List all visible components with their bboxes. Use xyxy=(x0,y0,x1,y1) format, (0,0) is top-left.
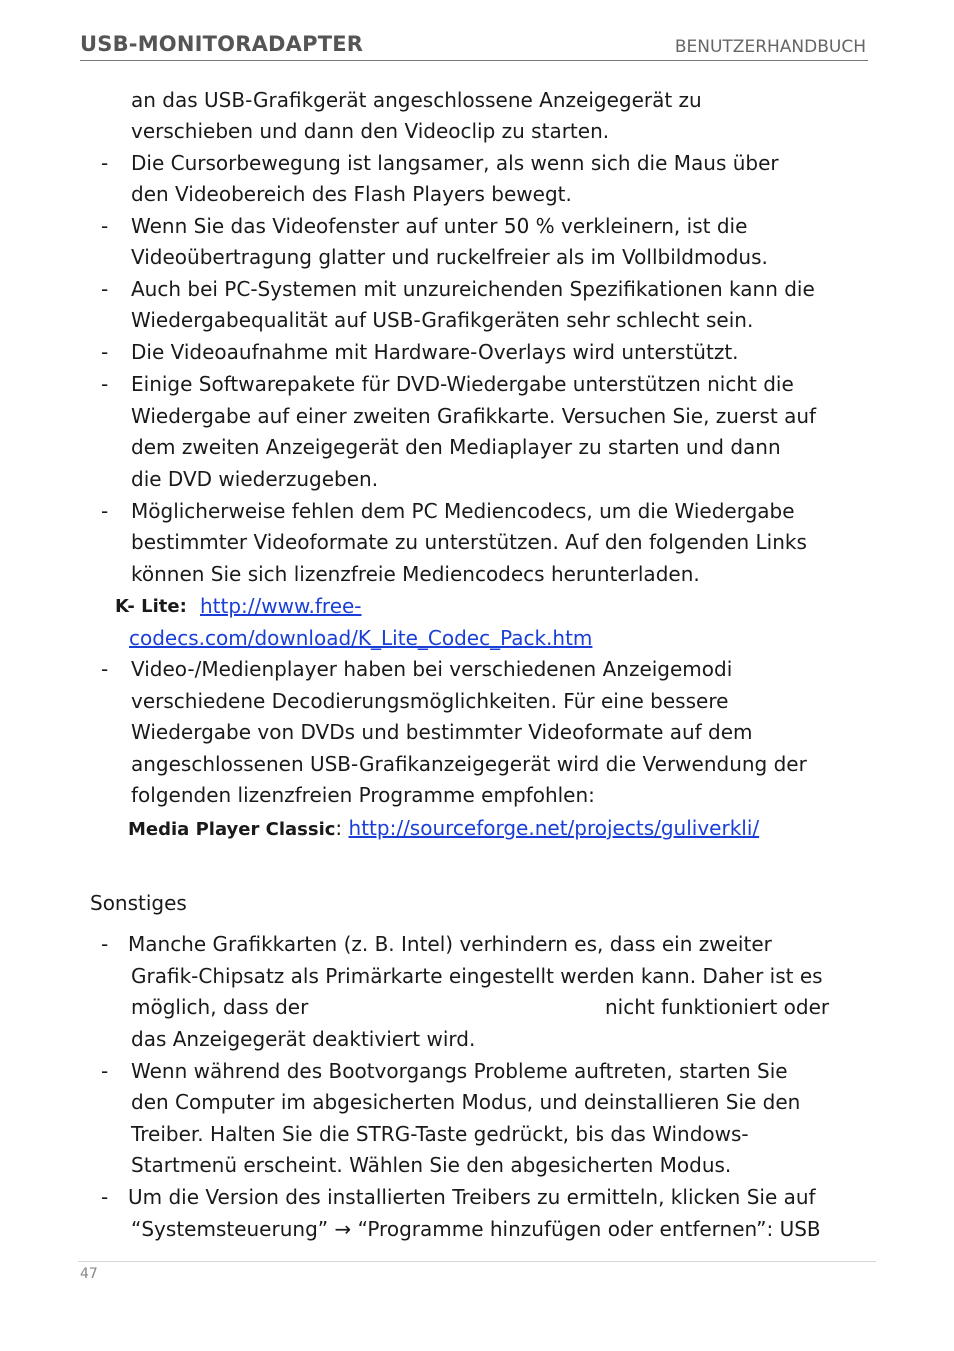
text-line: Video-/Medienplayer haben bei verschiedenen Anzeigemodi xyxy=(131,657,733,681)
text-line: das Anzeigegerät deaktiviert wird. xyxy=(131,1027,476,1051)
text-line: Wiedergabe auf einer zweiten Grafikkarte. Versuchen Sie, zuerst auf xyxy=(131,404,817,428)
text-line: nicht funktioniert oder xyxy=(605,995,830,1019)
text-line: “Systemsteuerung” → “Programme hinzufügen oder entfernen”: USB xyxy=(131,1217,821,1241)
section-heading: Sonstiges xyxy=(90,891,187,915)
mpc-line xyxy=(128,816,759,842)
text-line: Wenn während des Bootvorgangs Probleme auftreten, starten Sie xyxy=(131,1059,788,1083)
bullet-dash: - xyxy=(101,1059,109,1083)
text-line: dem zweiten Anzeigegerät den Mediaplayer zu starten und dann xyxy=(131,435,781,459)
text-line: Treiber. Halten Sie die STRG-Taste gedrückt, bis das Windows- xyxy=(131,1122,749,1146)
klite-link-part2[interactable]: codecs.com/download/K_Lite_Codec_Pack.htm xyxy=(129,626,593,650)
bullet-dash: - xyxy=(101,277,109,301)
bullet-dash: - xyxy=(101,151,109,175)
text-line: bestimmter Videoformate zu unterstützen. Auf den folgenden Links xyxy=(131,530,807,554)
page-header xyxy=(80,30,868,61)
text-line: Einige Softwarepakete für DVD-Wiedergabe unterstützen nicht die xyxy=(131,372,794,396)
text-line: folgenden lizenzfreien Programme empfohlen: xyxy=(131,783,595,807)
text-line: Wenn Sie das Videofenster auf unter 50 % verkleinern, ist die xyxy=(131,214,748,238)
text-line: Möglicherweise fehlen dem PC Mediencodecs, um die Wiedergabe xyxy=(131,499,795,523)
text-line: Wiedergabequalität auf USB-Grafikgeräten sehr schlecht sein. xyxy=(131,308,754,332)
text-line: verschiedene Decodierungsmöglichkeiten. Für eine bessere xyxy=(131,689,729,713)
bullet-dash: - xyxy=(101,932,109,956)
text-line: den Computer im abgesicherten Modus, und deinstallieren Sie den xyxy=(131,1090,801,1114)
document-title: USB-MONITORADAPTER xyxy=(80,32,364,56)
text-line: den Videobereich des Flash Players bewegt. xyxy=(131,182,572,206)
mpc-colon: : xyxy=(335,816,343,840)
mpc-label: Media Player Classic xyxy=(128,819,336,840)
text-line: Manche Grafikkarten (z. B. Intel) verhindern es, dass ein zweiter xyxy=(128,932,772,956)
text-line: angeschlossenen USB-Grafikanzeigegerät wird die Verwendung der xyxy=(131,752,807,776)
mpc-link[interactable]: http://sourceforge.net/projects/guliverkli/ xyxy=(348,816,760,840)
text-line: Startmenü erscheint. Wählen Sie den abgesicherten Modus. xyxy=(131,1153,732,1177)
text-line: können Sie sich lizenzfreie Mediencodecs herunterladen. xyxy=(131,562,700,586)
text-line: Die Videoaufnahme mit Hardware-Overlays wird unterstützt. xyxy=(131,340,739,364)
footer-divider xyxy=(78,1261,876,1262)
text-line: verschieben und dann den Videoclip zu starten. xyxy=(131,119,610,143)
text-line: Videoübertragung glatter und ruckelfreier als im Vollbildmodus. xyxy=(131,245,768,269)
bullet-dash: - xyxy=(101,499,109,523)
bullet-dash: - xyxy=(101,1185,109,1209)
text-line: an das USB-Grafikgerät angeschlossene Anzeigegerät zu xyxy=(131,88,702,112)
text-line: Auch bei PC-Systemen mit unzureichenden Spezifikationen kann die xyxy=(131,277,815,301)
bullet-dash: - xyxy=(101,372,109,396)
document-section: BENUTZERHANDBUCH xyxy=(674,37,866,57)
text-line: die DVD wiederzugeben. xyxy=(131,467,379,491)
text-line: Um die Version des installierten Treibers zu ermitteln, klicken Sie auf xyxy=(128,1185,816,1209)
text-line: möglich, dass der xyxy=(131,995,309,1019)
klite-label: K- Lite: xyxy=(115,596,187,617)
text-line: Wiedergabe von DVDs und bestimmter Videoformate auf dem xyxy=(131,720,753,744)
klite-link-part1[interactable]: http://www.free- xyxy=(200,594,362,618)
bullet-dash: - xyxy=(101,657,109,681)
bullet-dash: - xyxy=(101,214,109,238)
text-line: Grafik-Chipsatz als Primärkarte eingestellt werden kann. Daher ist es xyxy=(131,964,823,988)
page-number: 47 xyxy=(80,1266,98,1282)
text-line: Die Cursorbewegung ist langsamer, als wenn sich die Maus über xyxy=(131,151,779,175)
bullet-dash: - xyxy=(101,340,109,364)
